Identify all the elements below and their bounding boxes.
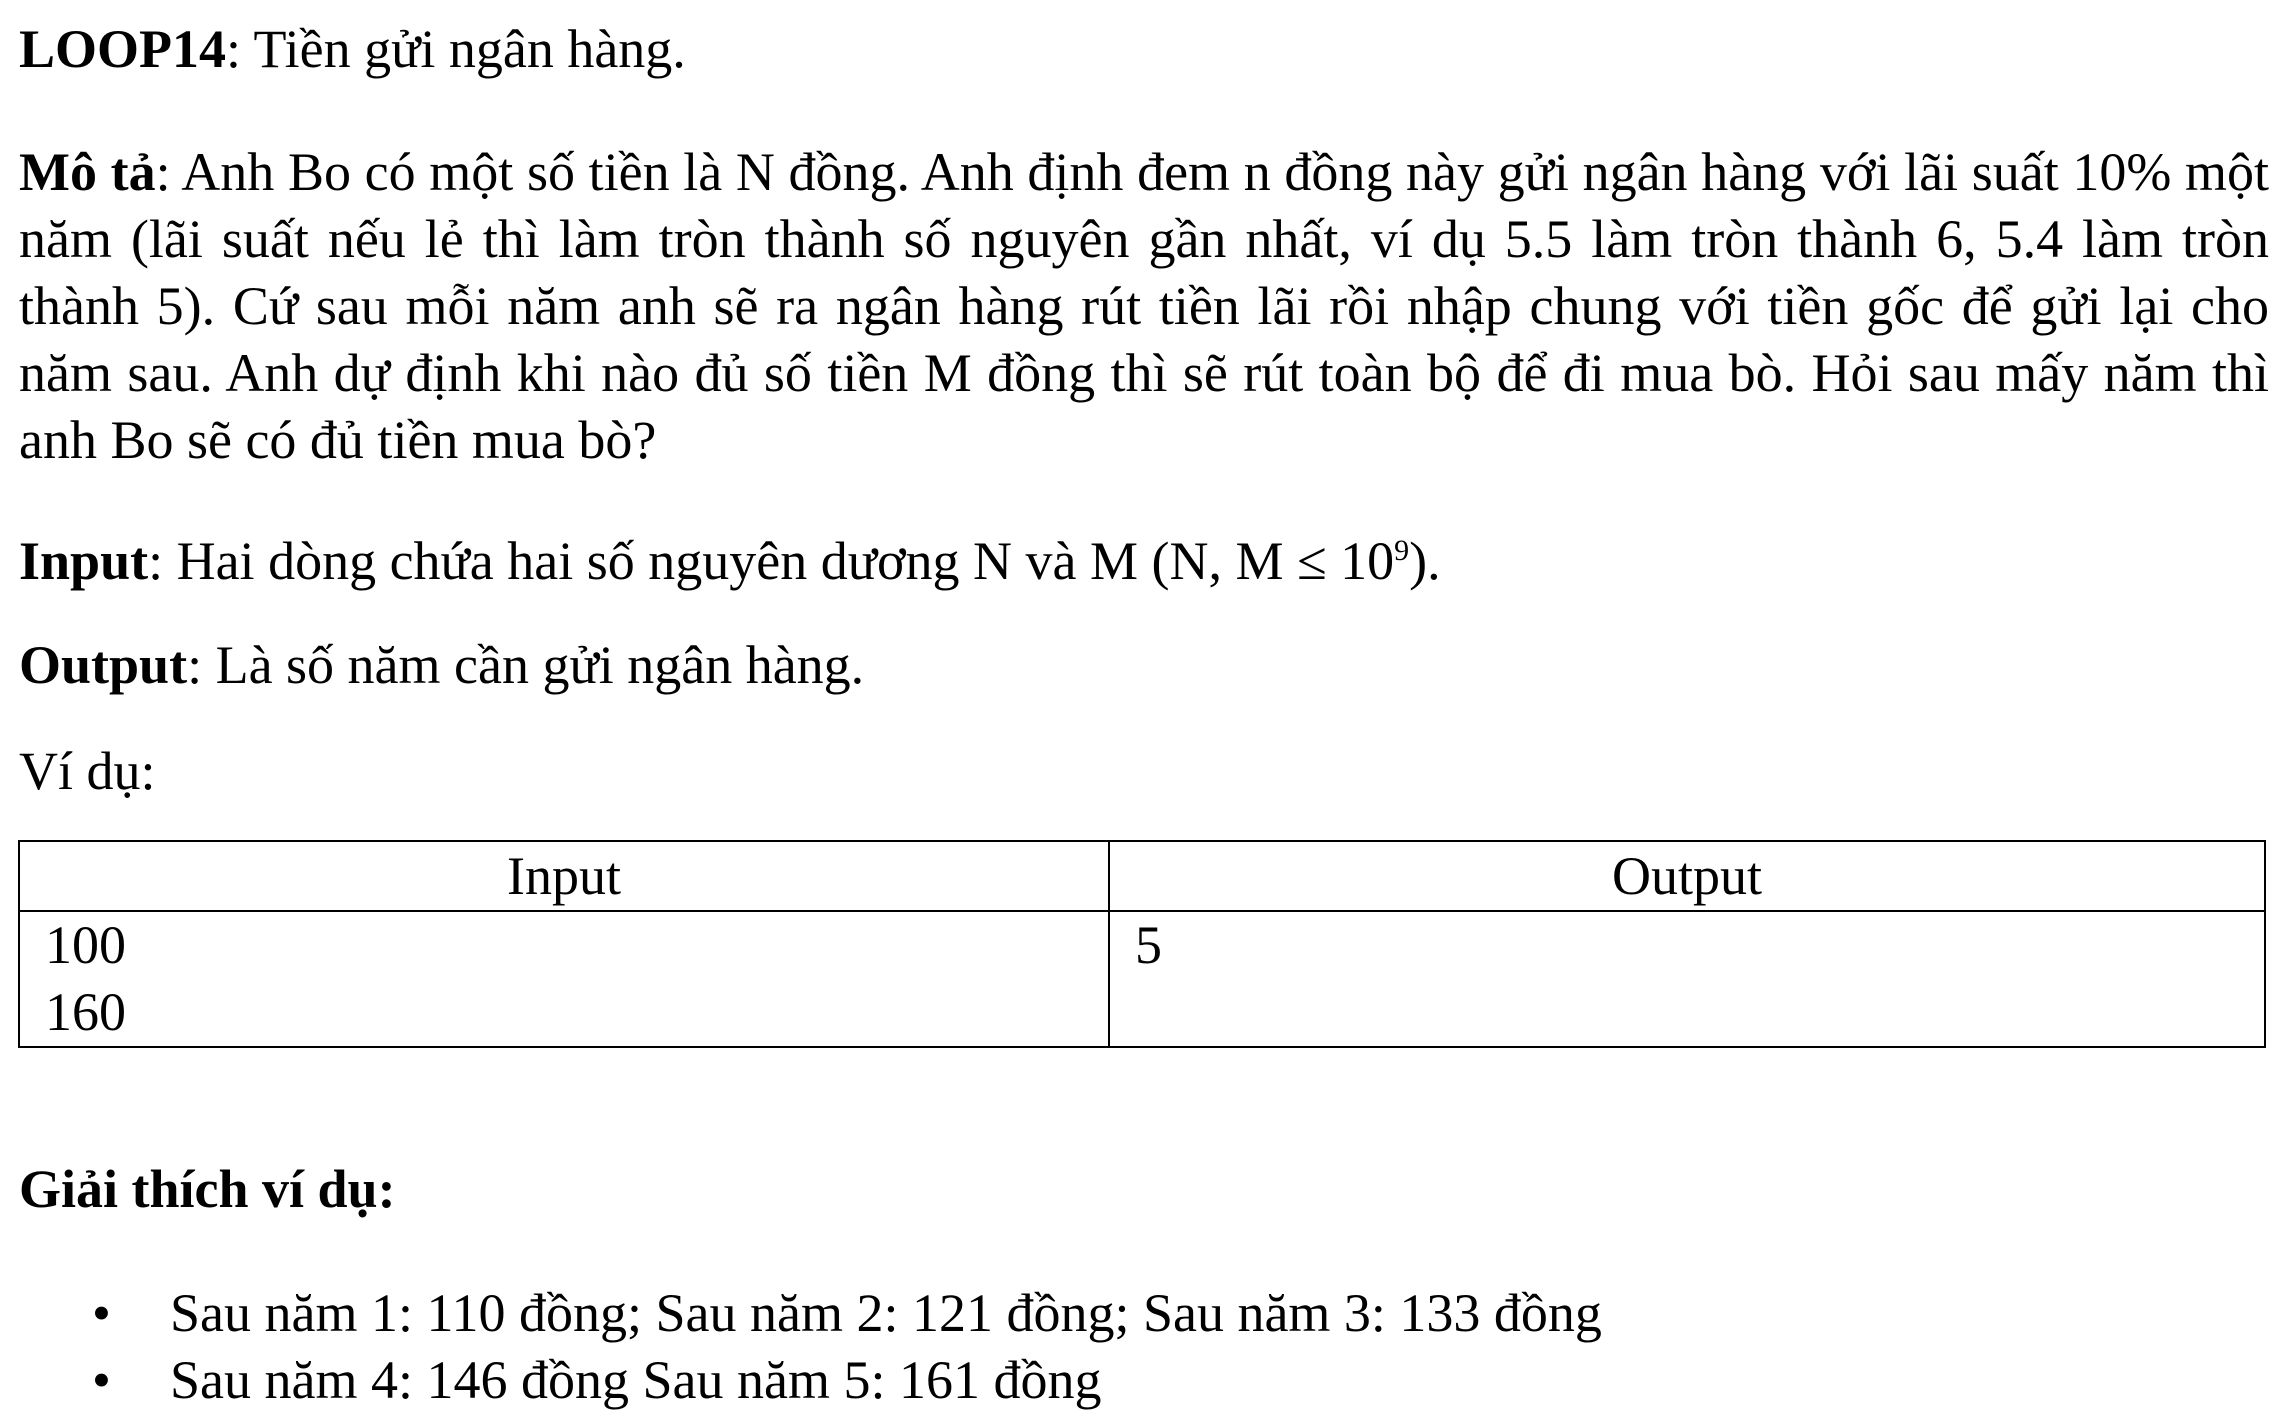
example-output-cell	[1109, 911, 2265, 1047]
explanation-title-text: Giải thích ví dụ:	[19, 1159, 396, 1219]
example-input-line: 160	[45, 982, 126, 1042]
bullet-icon: •	[92, 1283, 111, 1343]
problem-title-text: : Tiền gửi ngân hàng.	[226, 19, 686, 79]
list-item	[0, 1280, 1602, 1347]
input-spec-exponent: 9	[1394, 534, 1410, 567]
list-item	[0, 1347, 1602, 1414]
example-table-header-row	[19, 841, 2265, 911]
output-specification	[19, 632, 2269, 699]
example-header-input: Input	[19, 841, 1109, 911]
example-input-line: 100	[45, 915, 126, 975]
example-header-output: Output	[1109, 841, 2265, 911]
output-spec-text: : Là số năm cần gửi ngân hàng.	[187, 635, 865, 695]
explanation-list	[0, 1280, 1602, 1414]
example-table	[18, 840, 2266, 1048]
example-input-cell	[19, 911, 1109, 1047]
list-item-text: Sau năm 4: 146 đồng Sau năm 5: 161 đồng	[170, 1350, 1102, 1410]
example-label: Ví dụ:	[19, 741, 156, 801]
problem-description	[19, 139, 2269, 474]
example-output-line: 5	[1135, 915, 1162, 975]
list-item-text: Sau năm 1: 110 đồng; Sau năm 2: 121 đồng; Sau năm 3: 133 đồng	[170, 1283, 1602, 1343]
explanation-title	[19, 1156, 2269, 1223]
problem-title	[19, 16, 2269, 83]
output-spec-label: Output	[19, 635, 188, 695]
input-spec-suffix: ).	[1409, 531, 1441, 591]
example-table-row	[19, 911, 2265, 1047]
input-spec-label: Input	[19, 531, 149, 591]
description-label: Mô tả	[19, 142, 156, 202]
input-specification	[19, 528, 2269, 595]
problem-code: LOOP14	[19, 19, 227, 79]
input-spec-text: : Hai dòng chứa hai số nguyên dương N và M (N, M ≤ 10	[148, 531, 1395, 591]
bullet-icon: •	[92, 1350, 111, 1410]
description-text: : Anh Bo có một số tiền là N đồng. Anh định đem n đồng này gửi ngân hàng với lãi suất 10% một năm (lãi suất nếu lẻ thì làm tròn thành số nguyên gần nhất, ví dụ 5.5 làm tròn thành 6, 5.4 làm tròn thành 5). Cứ sau mỗi năm anh sẽ ra ngân hàng rút tiền lãi rồi nhập chung với tiền gốc để gửi lại cho năm sau. Anh dự định khi nào đủ số tiền M đồng thì sẽ rút toàn bộ để đi mua bò. Hỏi sau mấy năm thì anh Bo sẽ có đủ tiền mua bò?	[19, 142, 2270, 470]
